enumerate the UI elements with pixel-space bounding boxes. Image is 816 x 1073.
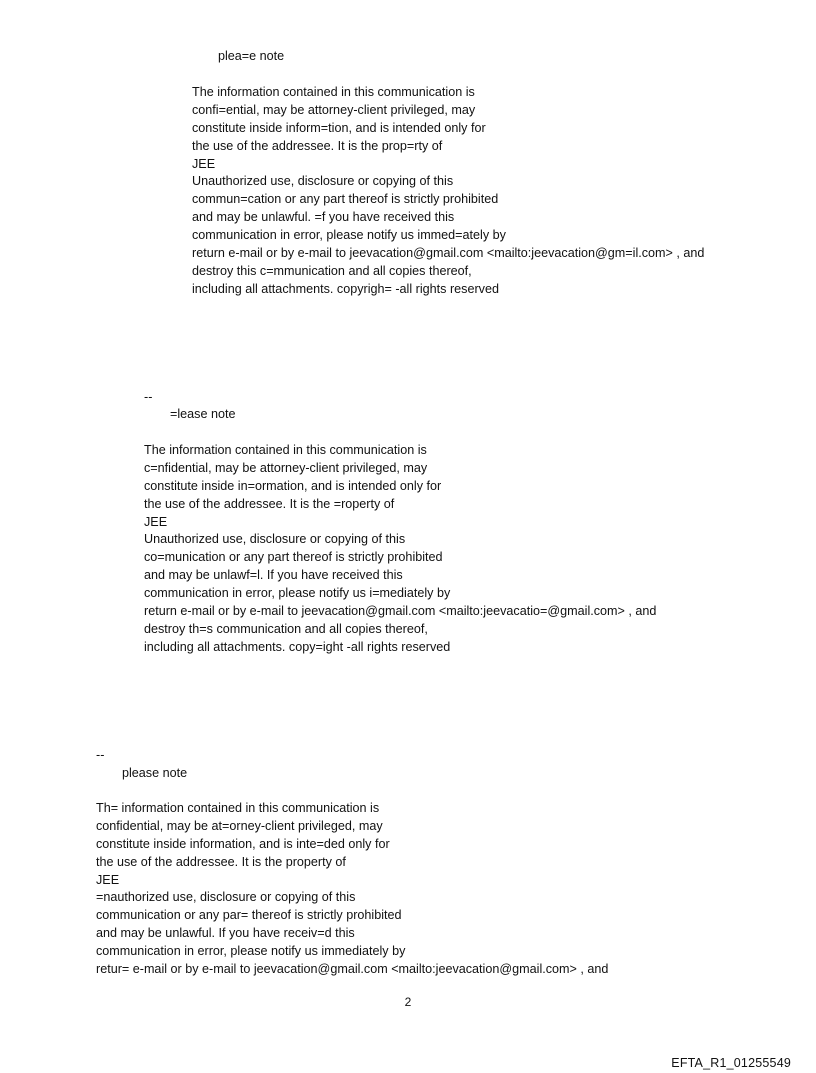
text-line: including all attachments. copyrigh= -all rights reserved <box>192 281 499 296</box>
text-line: communication in error, please notify us immed=ately by <box>192 228 506 243</box>
text-line: confi=ential, may be attorney-client privileged, may <box>192 102 476 117</box>
text-line: communication or any par= thereof is strictly prohibited <box>96 908 402 923</box>
text-line: c=nfidential, may be attorney-client privileged, may <box>144 460 428 475</box>
text-line: communication in error, please notify us immediately by <box>96 944 406 959</box>
section-2-separator: -- <box>144 390 153 404</box>
text-line: confidential, may be at=orney-client privileged, may <box>96 818 383 833</box>
text-line: the use of the addressee. It is the prop=rty of <box>192 138 443 153</box>
text-line: constitute inside inform=tion, and is intended only for <box>192 120 486 135</box>
text-line: The information contained in this communication is <box>192 85 475 99</box>
bates-number: EFTA_R1_01255549 <box>671 1056 791 1070</box>
text-line: including all attachments. copy=ight -all rights reserved <box>144 639 451 654</box>
text-line: The information contained in this communication is <box>144 443 427 457</box>
text-line: destroy this c=mmunication and all copies thereof, <box>192 263 472 278</box>
text-line: and may be unlawf=l. If you have received this <box>144 568 403 583</box>
text-line: retur= e-mail or by e-mail to jeevacation@gmail.com <mailto:jeevacation@gmail.com> , and <box>96 962 609 977</box>
text-line: constitute inside information, and is inte=ded only for <box>96 836 390 851</box>
text-line: constitute inside in=ormation, and is intended only for <box>144 478 442 493</box>
text-line: JEE <box>192 156 216 171</box>
section-3-separator: -- <box>96 748 105 762</box>
text-line: Th= information contained in this communication is <box>96 801 380 815</box>
section-1-body <box>192 84 704 299</box>
text-line: the use of the addressee. It is the =roperty of <box>144 496 395 511</box>
section-1-heading: plea=e note <box>218 49 285 63</box>
text-line: JEE <box>144 514 168 529</box>
text-line: Unauthorized use, disclosure or copying of this <box>144 532 406 547</box>
text-line: and may be unlawful. If you have receiv=d this <box>96 926 355 941</box>
text-line: co=munication or any part thereof is strictly prohibited <box>144 550 443 565</box>
section-2-heading: =lease note <box>170 407 236 421</box>
text-line: destroy th=s communication and all copies thereof, <box>144 621 428 636</box>
text-line: JEE <box>96 872 120 887</box>
text-line: return e-mail or by e-mail to jeevacation@gmail.com <mailto:jeevacation@gm=il.com> , and <box>192 246 705 261</box>
page-number: 2 <box>404 995 412 1009</box>
text-line: =nauthorized use, disclosure or copying of this <box>96 890 356 905</box>
section-3-heading: please note <box>122 766 188 780</box>
text-line: return e-mail or by e-mail to jeevacation@gmail.com <mailto:jeevacatio=@gmail.com> , and <box>144 604 657 619</box>
text-line: Unauthorized use, disclosure or copying of this <box>192 174 454 189</box>
text-line: communication in error, please notify us i=mediately by <box>144 586 451 601</box>
text-line: the use of the addressee. It is the property of <box>96 854 346 869</box>
section-3-body <box>96 800 608 979</box>
text-line: and may be unlawful. =f you have received this <box>192 210 455 225</box>
section-2-body <box>144 442 656 657</box>
text-line: commun=cation or any part thereof is strictly prohibited <box>192 192 499 207</box>
